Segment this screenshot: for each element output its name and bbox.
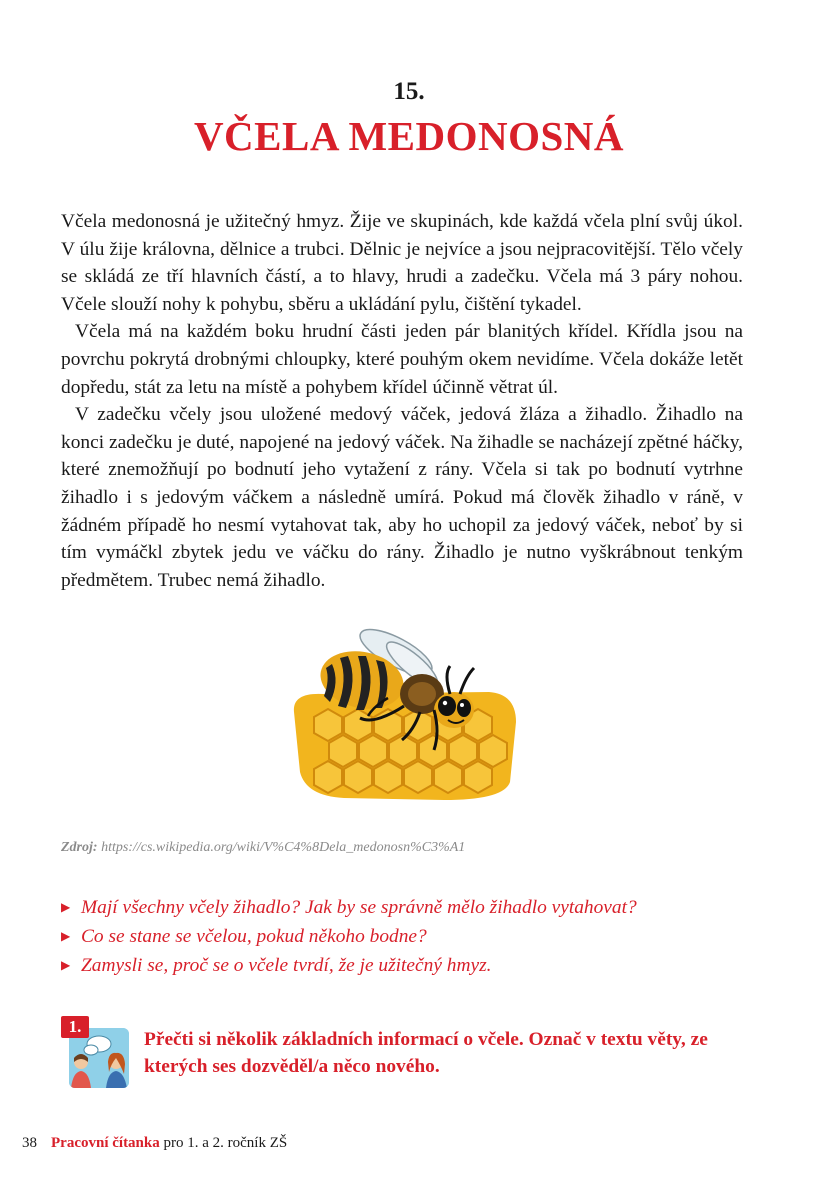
page-number: 38: [22, 1135, 37, 1151]
paragraph-1: Včela medonosná je užitečný hmyz. Žije ve skupinách, kde každá včela plní svůj úkol. V úlu žije královna, dělnice a trubci. Dělnic je nejvíce a jsou nejpracovitější. Tělo včely se skládá ze tří hlavních částí, a to hlavy, hrudi a zadečku. Včela má 3 páry nohou. Včele slouží nohy k pohybu, sběru a ukládání pylu, čištění tykadel.: [61, 211, 743, 315]
source-url[interactable]: https://cs.wikipedia.org/wiki/V%C4%8Dela_medonosn%C3%A1: [101, 840, 466, 855]
question-list: [61, 893, 761, 980]
paragraph-2: Včela má na každém boku hrudní části jeden pár blanitých křídel. Křídla jsou na povrchu pokrytá drobnými chloupky, které pouhým okem nevidíme. Včela dokáže letět dopředu, stát za letu na místě a pohybem křídel účinně větrat úl.: [61, 321, 743, 398]
page-footer: [22, 1135, 287, 1152]
task-number-badge: 1.: [61, 1016, 89, 1038]
question-text: Mají všechny včely žihadlo? Jak by se správně mělo žihadlo vytahovat?: [81, 897, 637, 918]
source-label: Zdroj:: [61, 840, 98, 855]
chapter-number: 15.: [393, 78, 425, 105]
paragraph-3: V zadečku včely jsou uložené medový váček, jedová žláza a žihadlo. Žihadlo na konci zadečku je duté, napojené na jedový váček. Na žihadle se nacházejí zpětné háčky, které znemožňují po bodnutí jeho vytažení z rány. Včela si tak po bodnutí vytrhne žihadlo i s jedovým váčkem a následně umírá. Pokud má člověk žihadlo v ráně, v žádném případě ho nesmí vytahovat tak, aby ho uchopil za jedový váček, neboť by si tím vymáčkl zbytek jedu ve váčku do rány. Žihadlo je nutno vyškrábnout tenkým předmětem. Trubec nemá žihadlo.: [61, 404, 743, 591]
task-instruction: Přečti si několik základních informací o včele. Označ v textu věty, ze kterých ses dozvěděl/a něco nového.: [144, 1029, 708, 1077]
article-body: [61, 208, 743, 594]
question-text: Co se stane se včelou, pokud někoho bodne?: [81, 926, 427, 947]
page-title: VČELA MEDONOSNÁ: [193, 113, 625, 159]
triangle-bullet-icon: ▶: [61, 958, 71, 972]
triangle-bullet-icon: ▶: [61, 929, 71, 943]
question-text: Zamysli se, proč se o včele tvrdí, že je užitečný hmyz.: [81, 955, 492, 976]
image-source: [61, 840, 465, 856]
bee-on-honeycomb-illustration: [284, 622, 524, 812]
footer-brand: Pracovní čítanka: [51, 1135, 160, 1151]
question-item: [61, 951, 761, 980]
question-item: [61, 922, 761, 951]
footer-subtitle: pro 1. a 2. ročník ZŠ: [159, 1135, 288, 1151]
triangle-bullet-icon: ▶: [61, 900, 71, 914]
question-item: [61, 893, 761, 922]
